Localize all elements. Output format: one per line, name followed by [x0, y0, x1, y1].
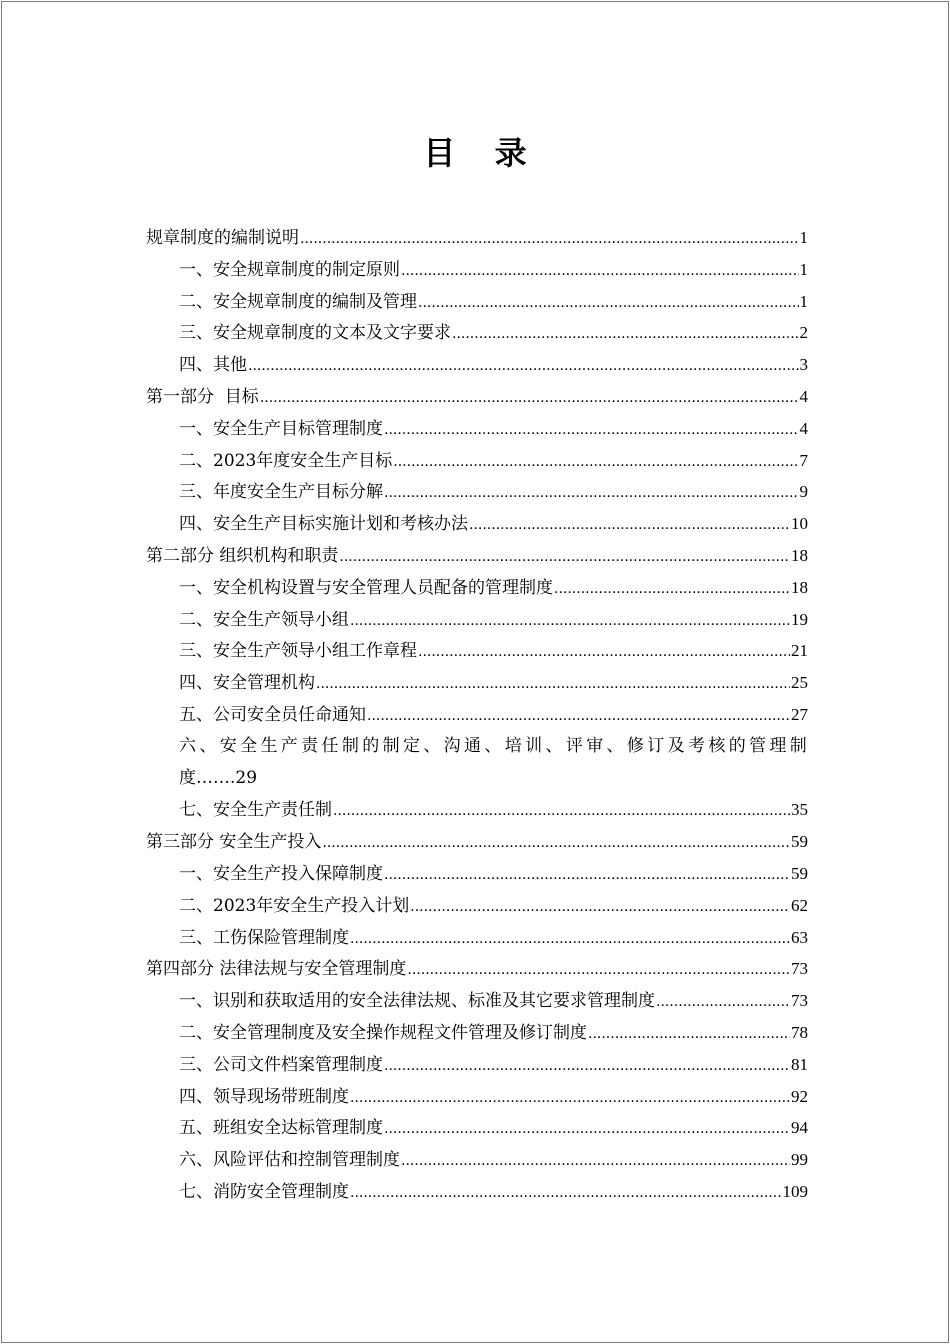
toc-entry[interactable]: [146, 381, 808, 413]
toc-entry[interactable]: [146, 858, 808, 890]
toc-page-number: 78: [791, 1022, 808, 1042]
dot-leader: [384, 1051, 790, 1083]
dot-leader: [350, 1083, 790, 1115]
toc-page-number: 59: [791, 863, 808, 883]
toc-page-number: 1: [799, 259, 808, 279]
toc-page-number: 109: [782, 1181, 808, 1201]
toc-entry[interactable]: [146, 476, 808, 508]
dot-leader: [260, 383, 799, 415]
toc-page-number: 27: [791, 704, 808, 724]
dot-leader: [339, 542, 790, 574]
toc-entry-text: 五、班组安全达标管理制度: [179, 1118, 383, 1139]
toc-entry-text: 二、安全管理制度及安全操作规程文件管理及修订制度: [179, 1022, 587, 1043]
toc-page-number: 62: [791, 895, 808, 915]
dot-leader: [469, 510, 790, 542]
toc-entry-text: 四、安全生产目标实施计划和考核办法: [179, 514, 468, 535]
dot-leader: [452, 319, 799, 351]
toc-page-number: 21: [791, 641, 808, 661]
toc-page-number: 35: [791, 800, 808, 820]
toc-entry-text: 第三部分 安全生产投入: [146, 832, 322, 853]
toc-entry-text: 三、工伤保险管理制度: [179, 927, 349, 948]
toc-page-number: 81: [791, 1054, 808, 1074]
toc-page-number: 25: [791, 673, 808, 693]
dot-leader: [300, 224, 799, 256]
dot-leader: [350, 606, 790, 638]
toc-entry[interactable]: [146, 286, 808, 318]
toc-entry[interactable]: [146, 794, 808, 826]
dot-leader: [588, 1019, 790, 1051]
dot-leader: [384, 478, 799, 510]
dot-leader: [418, 637, 790, 669]
dot-leader: [322, 828, 790, 860]
toc-entry[interactable]: [146, 413, 808, 445]
table-of-contents: [146, 222, 808, 1208]
toc-entry-text: 二、安全规章制度的编制及管理: [179, 291, 417, 312]
toc-entry[interactable]: [146, 572, 808, 604]
toc-page-number: 18: [791, 577, 808, 597]
page-title: 目 录: [423, 134, 541, 172]
toc-entry-text: 一、安全生产投入保障制度: [179, 863, 383, 884]
toc-entry[interactable]: [146, 317, 808, 349]
toc-entry-text: 二、2023年安全生产投入计划: [179, 895, 410, 916]
toc-entry-text: 四、其他: [179, 355, 247, 376]
toc-entry-text: 三、公司文件档案管理制度: [179, 1054, 383, 1075]
toc-page-number: 10: [791, 514, 808, 534]
toc-page-number: 63: [791, 927, 808, 947]
toc-entry-text: 三、年度安全生产目标分解: [179, 482, 383, 503]
dot-leader: [350, 1178, 782, 1210]
toc-page-number: 73: [791, 959, 808, 979]
toc-page-number: 94: [791, 1118, 808, 1138]
toc-entry[interactable]: [146, 254, 808, 286]
toc-entry[interactable]: [146, 1049, 808, 1081]
toc-entry-text: 三、安全规章制度的文本及文字要求: [179, 323, 451, 344]
toc-entry[interactable]: [146, 826, 808, 858]
toc-page-number: 18: [791, 545, 808, 565]
dot-leader: [333, 796, 790, 828]
toc-entry-text-line2: 度…….29: [179, 767, 258, 788]
dot-leader: [248, 351, 799, 383]
toc-entry[interactable]: [146, 890, 808, 922]
dot-leader: [418, 288, 799, 320]
toc-entry[interactable]: [146, 604, 808, 636]
dot-leader: [350, 924, 790, 956]
toc-page-number: 92: [791, 1086, 808, 1106]
toc-page-number: 19: [791, 609, 808, 629]
dot-leader: [384, 415, 799, 447]
toc-page-number: 4: [799, 386, 808, 406]
document-page: [1, 1, 949, 1343]
dot-leader: [656, 987, 790, 1019]
toc-entry[interactable]: [146, 1081, 808, 1113]
toc-entry-text: 一、安全规章制度的制定原则: [179, 259, 400, 280]
toc-entry-text-line1: 六、安全生产责任制的制定、沟通、培训、评审、修订及考核的管理制: [179, 735, 808, 756]
toc-page-number: 1: [799, 291, 808, 311]
toc-page-number: 2: [799, 323, 808, 343]
toc-page-number: 4: [799, 418, 808, 438]
toc-entry-text: 第二部分 组织机构和职责: [146, 545, 339, 566]
toc-entry[interactable]: [146, 222, 808, 254]
toc-entry-text: 一、安全生产目标管理制度: [179, 418, 383, 439]
toc-entry[interactable]: [146, 508, 808, 540]
toc-entry[interactable]: [146, 985, 808, 1017]
toc-entry-text: 一、安全机构设置与安全管理人员配备的管理制度: [179, 577, 553, 598]
toc-entry-text: 四、安全管理机构: [179, 673, 315, 694]
toc-entry[interactable]: [146, 1112, 808, 1144]
toc-entry-text: 四、领导现场带班制度: [179, 1086, 349, 1107]
toc-page-number: 9: [799, 482, 808, 502]
toc-entry-text: 七、安全生产责任制: [179, 800, 332, 821]
toc-entry-wrapped[interactable]: [146, 731, 808, 795]
dot-leader: [316, 669, 790, 701]
toc-entry-text: 六、风险评估和控制管理制度: [179, 1150, 400, 1171]
toc-entry[interactable]: [146, 1144, 808, 1176]
dot-leader: [384, 860, 790, 892]
toc-entry[interactable]: [146, 635, 808, 667]
dot-leader: [410, 892, 790, 924]
dot-leader: [401, 256, 799, 288]
toc-entry[interactable]: [146, 922, 808, 954]
toc-entry-text: 规章制度的编制说明: [146, 228, 299, 248]
toc-entry-text: 二、安全生产领导小组: [179, 609, 349, 630]
toc-entry-text: 第四部分 法律法规与安全管理制度: [146, 959, 407, 980]
dot-leader: [384, 1114, 790, 1146]
toc-entry[interactable]: [146, 540, 808, 572]
toc-entry[interactable]: [146, 445, 808, 477]
dot-leader: [407, 955, 790, 987]
dot-leader: [367, 701, 790, 733]
toc-entry[interactable]: [146, 349, 808, 381]
toc-entry[interactable]: [146, 953, 808, 985]
toc-entry-text: 二、2023年度安全生产目标: [179, 450, 393, 471]
dot-leader: [554, 574, 790, 606]
toc-page-number: 3: [799, 355, 808, 375]
toc-page-number: 99: [791, 1150, 808, 1170]
toc-page-number: 7: [799, 450, 808, 470]
dot-leader: [393, 447, 798, 479]
toc-entry-text: 七、消防安全管理制度: [179, 1181, 349, 1202]
toc-entry[interactable]: [146, 1017, 808, 1049]
toc-entry[interactable]: [146, 699, 808, 731]
toc-entry-text: 第一部分 目标: [146, 386, 259, 407]
toc-page-number: 59: [791, 832, 808, 852]
toc-entry[interactable]: [146, 667, 808, 699]
toc-page-number: 73: [791, 991, 808, 1011]
toc-entry-text: 五、公司安全员任命通知: [179, 704, 366, 725]
toc-page-number: 1: [799, 228, 808, 247]
toc-entry-text: 三、安全生产领导小组工作章程: [179, 641, 417, 662]
toc-entry-text: 一、识别和获取适用的安全法律法规、标准及其它要求管理制度: [179, 991, 655, 1012]
toc-entry[interactable]: [146, 1176, 808, 1208]
dot-leader: [401, 1146, 790, 1178]
